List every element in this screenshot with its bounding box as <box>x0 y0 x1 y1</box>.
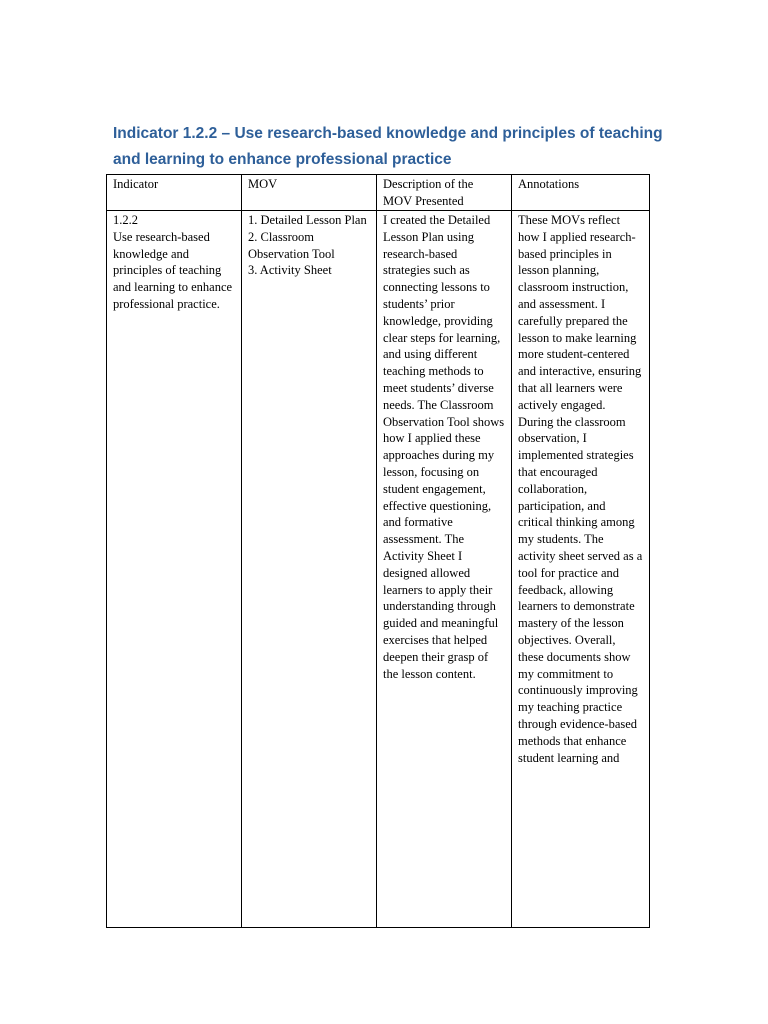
header-indicator: Indicator <box>107 175 242 211</box>
header-mov: MOV <box>242 175 377 211</box>
cell-indicator <box>107 211 242 928</box>
table-header-row <box>107 175 650 211</box>
table-row <box>107 211 650 928</box>
cell-mov <box>242 211 377 928</box>
mov-item: 3. Activity Sheet <box>248 263 332 278</box>
cell-annotations: These MOVs reflect how I applied research-based principles in lesson planning, classroom instruction, and assessment. I carefully prepared the lesson to make learning more student-centered and interactive, ensuring that all learners were actively engaged. During the classroom observation, I implemented strategies that encouraged collaboration, participation, and critical thinking among my students. The activity sheet served as a tool for practice and feedback, allowing learners to demonstrate mastery of the lesson objectives. Overall, these documents show my commitment to continuously improving my teaching practice through evidence-based methods that enhance student learning and <box>512 211 650 928</box>
indicator-heading: Indicator 1.2.2 – Use research-based knowledge and principles of teaching and learning to enhance professional practice <box>113 125 663 168</box>
mov-item: 2. Classroom Observation Tool <box>248 229 335 261</box>
mov-table <box>106 174 650 928</box>
mov-item: 1. Detailed Lesson Plan <box>248 213 367 227</box>
cell-description: I created the Detailed Lesson Plan using research-based strategies such as connecting lessons to students’ prior knowledge, providing clear steps for learning, and using different teaching methods to meet students’ diverse needs. The Classroom Observation Tool shows how I applied these approaches during my lesson, focusing on student engagement, effective questioning, and formative assessment. The Activity Sheet I designed allowed learners to apply their understanding through guided and meaningful exercises that helped deepen their grasp of the lesson content. <box>377 211 512 928</box>
indicator-code: 1.2.2 <box>113 213 138 227</box>
header-description: Description of the MOV Presented <box>377 175 512 211</box>
header-annotations: Annotations <box>512 175 650 211</box>
indicator-text: Use research-based knowledge and principles of teaching and learning to enhance professional practice. <box>113 229 233 311</box>
